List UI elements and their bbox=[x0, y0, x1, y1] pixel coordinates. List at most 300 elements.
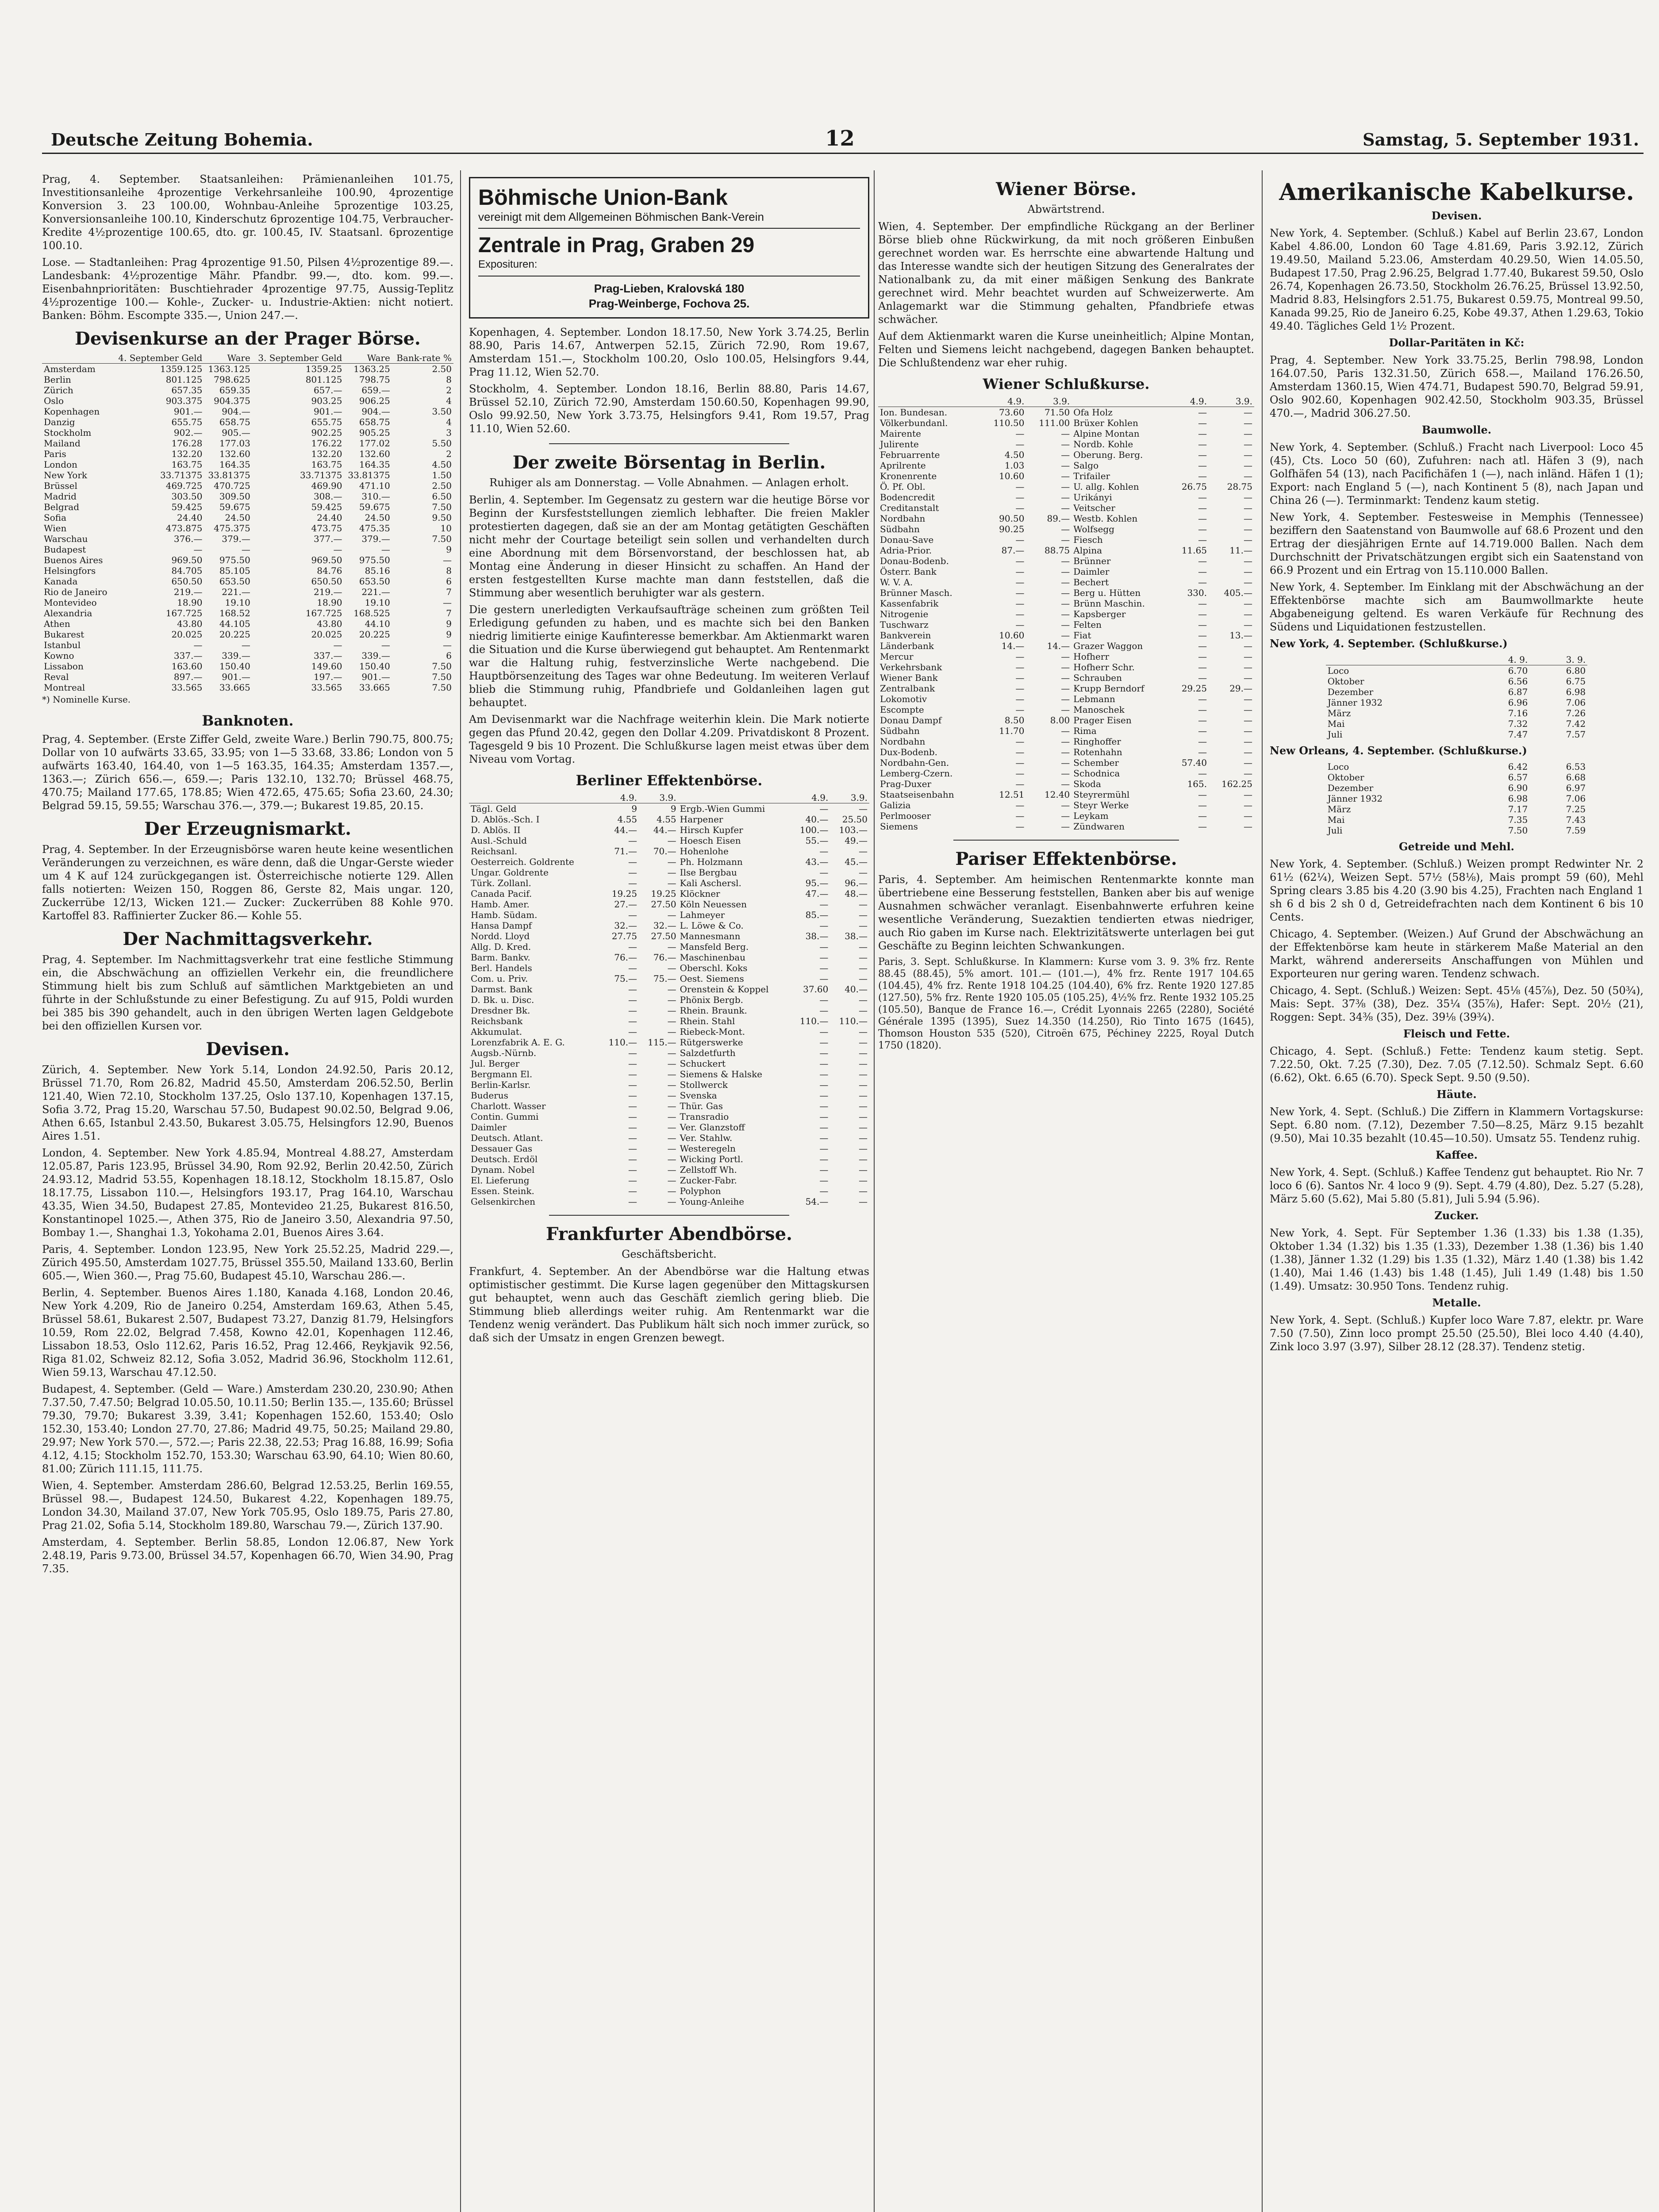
table-cell: 29.— bbox=[1229, 683, 1252, 694]
table-cell: 24.40 bbox=[177, 512, 203, 523]
table-cell: 11.— bbox=[1229, 545, 1252, 556]
table-cell: Brünner bbox=[1073, 556, 1111, 566]
table-cell: — bbox=[1061, 524, 1070, 534]
table-cell: 115.— bbox=[648, 1037, 676, 1048]
table-cell: — bbox=[819, 1090, 829, 1101]
table-cell: Prager Eisen bbox=[1073, 715, 1132, 726]
table-cell: — bbox=[667, 1048, 676, 1058]
table-row bbox=[1326, 804, 1588, 814]
table-cell: Manoschek bbox=[1073, 704, 1125, 715]
table-cell: — bbox=[1198, 726, 1207, 736]
table-cell: — bbox=[241, 544, 250, 555]
table-cell: Berl. Handels bbox=[471, 963, 532, 973]
table-cell: 6.98 bbox=[1508, 793, 1528, 804]
article-text: New York, 4. Sept. (Schluß.) Kaffee Tendenz gut behauptet. Rio Nr. 7 loco 6 (6). Santos Nr. 4 loco 9 (9). Sept. 4.79 (4.80), Dez. 5.27 (5.28), März 5.60 (5.62), Mai 5.80 (5.81), Juli 5.94 (5.96). bbox=[1270, 1166, 1644, 1205]
table-cell: Lokomotiv bbox=[880, 694, 927, 704]
table-cell: Köln Neuessen bbox=[680, 899, 747, 910]
ad-branch: Prag-Lieben, Kralovská 180 bbox=[594, 282, 745, 295]
table-cell: Staatseisenbahn bbox=[880, 789, 954, 800]
table-cell: 7 bbox=[446, 587, 452, 597]
table-cell: 219.— bbox=[313, 587, 342, 597]
article-text: New York, 4. Sept. (Schluß.) Die Ziffern in Klammern Vortagskurse: Sept. 6.80 nom. (7.12), Dezember 7.50—8.25, März 9.15 bezahlt (9.50), Mai 10.35 bezahlt (10.45—10.50). Umsatz 55. Tendenz ruhig. bbox=[1270, 1106, 1644, 1144]
table-cell: 6.96 bbox=[1508, 697, 1528, 708]
table-cell: Deutsch. Atlant. bbox=[471, 1133, 543, 1143]
table-cell: 110.50 bbox=[993, 418, 1025, 428]
section-title-devisenkurse: Devisenkurse an der Prager Börse. bbox=[75, 328, 421, 349]
table-cell: 330. bbox=[1187, 588, 1207, 598]
table-cell: 19.10 bbox=[225, 597, 250, 608]
table-row bbox=[469, 1154, 869, 1164]
table-cell: 653.50 bbox=[359, 576, 390, 587]
table-cell: — bbox=[1015, 609, 1025, 619]
table-cell: Berlin-Karlsr. bbox=[471, 1079, 531, 1090]
table-cell: — bbox=[667, 984, 676, 995]
table-cell: 975.50 bbox=[359, 555, 390, 565]
table-row bbox=[469, 1133, 869, 1143]
table-cell: 59.425 bbox=[311, 502, 342, 512]
table-cell: — bbox=[1061, 662, 1070, 672]
table-cell: 906.25 bbox=[359, 396, 390, 406]
table-cell: — bbox=[1244, 694, 1252, 704]
section-title-amerikanische-kabelkurse: Amerikanische Kabelkurse. bbox=[1279, 179, 1634, 206]
table-cell: — bbox=[667, 1005, 676, 1016]
article-text: Zürich, 4. September. New York 5.14, London 24.92.50, Paris 20.12, Brüssel 71.70, Rom 26.82, Madrid 45.50, Amsterdam 206.52.50, Berlin 121.40, Wien 72.10, Stockholm 137.25, Oslo 137.10, Kopenhagen 137.15, Sofia 3.72, Prag 15.20, Warschau 57.50, Budapest 90.02.50, Belgrad 9.06, Athen 6.65, Istanbul 2.43.50, Bukarest 3.05.75, Helsingfors 12.90, Buenos Aires 1.51. bbox=[42, 1064, 453, 1142]
table-cell: 14.— bbox=[1047, 641, 1070, 651]
table-row bbox=[469, 1186, 869, 1196]
table-cell: 48.— bbox=[845, 888, 868, 899]
table-cell: — bbox=[1015, 492, 1025, 503]
table-cell: — bbox=[1198, 566, 1207, 577]
table-cell: — bbox=[1198, 503, 1207, 513]
table-row bbox=[469, 1111, 869, 1122]
table-cell: Wicking Portl. bbox=[680, 1154, 744, 1164]
table-row bbox=[469, 1164, 869, 1175]
table-cell: 10 bbox=[440, 523, 452, 534]
table-cell: — bbox=[628, 963, 637, 973]
table-cell: — bbox=[1061, 428, 1070, 439]
table-cell: Hansa Dampf bbox=[471, 920, 532, 931]
table-row bbox=[42, 512, 453, 523]
table-cell: März bbox=[1327, 708, 1351, 718]
table-cell: — bbox=[1198, 630, 1207, 641]
table-row bbox=[42, 502, 453, 512]
table-cell: — bbox=[628, 1058, 637, 1069]
table-row bbox=[42, 682, 453, 693]
table-cell: — bbox=[443, 555, 452, 565]
table-cell: 33.565 bbox=[311, 682, 342, 693]
table-cell: 168.52 bbox=[219, 608, 250, 618]
table-cell: — bbox=[1244, 715, 1252, 726]
table-cell: — bbox=[667, 995, 676, 1005]
table-cell: Grazer Waggon bbox=[1073, 641, 1143, 651]
table-cell: — bbox=[628, 1111, 637, 1122]
article-text: Chicago, 4. Sept. (Schluß.) Fette: Tendenz kaum stetig. Sept. 7.22.50, Okt. 7.25 (7.30), Dez. 7.05 (7.12.50). Schmalz Sept. 6.60 (6.62), Okt. 6.65 (6.70). Speck Sept. 9.50 (9.50). bbox=[1270, 1045, 1644, 1084]
table-cell: Budapest bbox=[44, 544, 86, 555]
table-cell: 177.03 bbox=[219, 438, 250, 449]
table-cell: 14.— bbox=[1001, 641, 1025, 651]
table-cell: 20.025 bbox=[171, 629, 203, 640]
table-cell: Felten bbox=[1073, 619, 1102, 630]
table-cell: 7.16 bbox=[1508, 708, 1528, 718]
table-cell: Stockholm bbox=[44, 427, 92, 438]
table-cell: 6 bbox=[446, 576, 452, 587]
table-cell: Siemens & Halske bbox=[680, 1069, 763, 1079]
table-cell: Jänner 1932 bbox=[1327, 697, 1383, 708]
table-cell: 7.50 bbox=[432, 672, 452, 682]
table-cell: — bbox=[1015, 768, 1025, 779]
table-cell: — bbox=[859, 1069, 868, 1079]
table-cell: Oberschl. Koks bbox=[680, 963, 748, 973]
table-cell: — bbox=[667, 1164, 676, 1175]
table-cell: Salzdetfurth bbox=[680, 1048, 736, 1058]
table-cell: März bbox=[1327, 804, 1351, 814]
table-row bbox=[1326, 697, 1588, 708]
table-cell: D. Ablös. II bbox=[471, 825, 521, 835]
table-row bbox=[878, 736, 1254, 747]
table-cell: Kronenrente bbox=[880, 471, 937, 481]
table-cell: — bbox=[1244, 449, 1252, 460]
table-cell: — bbox=[1198, 534, 1207, 545]
section-subtitle: Getreide und Mehl. bbox=[1398, 840, 1515, 853]
table-cell: 379.— bbox=[361, 534, 390, 544]
table-cell: 9 bbox=[446, 629, 452, 640]
table-cell: — bbox=[628, 910, 637, 920]
table-cell: Nordbahn-Gen. bbox=[880, 757, 949, 768]
table-cell: — bbox=[1061, 534, 1070, 545]
table-row bbox=[42, 459, 453, 470]
table-row bbox=[42, 597, 453, 608]
table-cell: 32.— bbox=[614, 920, 637, 931]
article-text: Prag, 4. September. Im Nachmittagsverkehr trat eine festliche Stimmung ein, die Abschwächung an offiziellen Verkehr ein, die freundlichere Stimmung hielt bis zum Schluß auf sämtlichen Marktgebieten an und führte in der Schlußstunde zu einer Befestigung. Zu auf 915, Poldi wurden bei 385 bis 390 gehandelt, auch in den übrigen Werten lagen Geldgebote bei den offiziellen Kursen vor. bbox=[42, 953, 453, 1032]
table-cell: — bbox=[1061, 779, 1070, 789]
table-cell: — bbox=[1244, 407, 1252, 418]
table-cell: — bbox=[1015, 800, 1025, 810]
table-cell: 7.26 bbox=[1566, 708, 1586, 718]
table-row bbox=[42, 364, 453, 375]
table-cell: — bbox=[1061, 577, 1070, 588]
column-header bbox=[1071, 396, 1171, 407]
table-cell: Schember bbox=[1073, 757, 1119, 768]
table-cell: 4.50 bbox=[1004, 449, 1025, 460]
column-header: 3.9. bbox=[1209, 396, 1254, 407]
table-cell: Kopenhagen bbox=[44, 406, 100, 417]
table-cell: — bbox=[1244, 704, 1252, 715]
table-cell: Reichsanl. bbox=[471, 846, 518, 856]
table-cell: U. allg. Kohlen bbox=[1073, 481, 1139, 492]
table-cell: 4.55 bbox=[657, 814, 676, 825]
table-row bbox=[469, 920, 869, 931]
table-row bbox=[42, 534, 453, 544]
table-cell: — bbox=[1061, 609, 1070, 619]
table-cell: Com. u. Priv. bbox=[471, 973, 528, 984]
table-row bbox=[469, 814, 869, 825]
table-cell: Amsterdam bbox=[44, 364, 96, 374]
table-row bbox=[42, 608, 453, 618]
table-cell: 658.75 bbox=[359, 417, 390, 427]
table-cell: Berlin bbox=[44, 374, 71, 385]
table-cell: Helsingfors bbox=[44, 565, 96, 576]
table-row bbox=[42, 576, 453, 587]
table-cell: Hoesch Eisen bbox=[680, 835, 741, 846]
article-text: New York, 4. September. Festesweise in Memphis (Tennessee) beziffern den Saatenstand von Baumwolle auf 68.6 Prozent und den Ertrag der diesjährigen Ernte auf 14.719.000 Ballen. Nach dem Durchschnitt der Privatschätzungen ergibt sich ein Saatenstand von 66.9 Prozent und ein Ertrag von 15.110.000 Ballen. bbox=[1270, 511, 1644, 576]
table-cell: 798.625 bbox=[214, 374, 250, 385]
table-row bbox=[42, 587, 453, 597]
table-cell: — bbox=[1061, 651, 1070, 662]
table-cell: Oesterreich. Goldrente bbox=[471, 856, 574, 867]
section-subtitle: Dollar-Paritäten in Kč: bbox=[1389, 336, 1525, 349]
table-cell: — bbox=[819, 1186, 829, 1196]
table-row bbox=[469, 973, 869, 984]
table-cell: — bbox=[241, 640, 250, 650]
table-cell: 2.50 bbox=[432, 364, 452, 374]
article-text: Wien, 4. September. Der empfindliche Rückgang an der Berliner Börse blieb ohne Rückwirkung, da mit noch größeren Einbußen gerechnet worden war. Es herrschte eine abwartende Haltung und das Interesse wandte sich der heutigen Sitzung des Generalrates der Nationalbank zu, da mit einer mäßigen Senkung des Bankrate gerechnet wird. Mehr beachtet wurden auf Schweizerwerte. Am Anlagemarkt war die Stimmung gehalten, Pfandbriefe etwas schwächer. bbox=[878, 220, 1254, 326]
table-cell: 59.675 bbox=[359, 502, 390, 512]
table-cell: 975.50 bbox=[219, 555, 250, 565]
table-row bbox=[469, 846, 869, 856]
article-text: Lose. — Stadtanleihen: Prag 4prozentige 91.50, Pilsen 4½prozentige 89.—. Landesbank: 4½prozentige Mähr. Pfandbr. 99.—, dto. kom. 99.—. Eisenbahnprioritäten: Buschtiehrader 4prozentige 97.75, Aussig-Teplitz 4½prozentige 100.— Kohle-, Zucker- u. Industrie-Aktien: nicht notiert. Banken: Böhm. Escompte 335.—, Union 247.—. bbox=[42, 256, 453, 322]
table-row bbox=[878, 747, 1254, 757]
table-cell: Schrauben bbox=[1073, 672, 1122, 683]
table-cell: 9 bbox=[670, 803, 676, 814]
table-cell: — bbox=[1198, 428, 1207, 439]
table-row bbox=[469, 984, 869, 995]
column-header: 4.9. bbox=[1171, 396, 1209, 407]
table-row bbox=[469, 931, 869, 941]
table-cell: — bbox=[1244, 726, 1252, 736]
table-cell: 219.— bbox=[173, 587, 203, 597]
table-cell: 10.60 bbox=[999, 471, 1025, 481]
table-cell: Alexandria bbox=[44, 608, 92, 618]
article-text: Berlin, 4. September. Im Gegensatz zu gestern war die heutige Börse vor Beginn der Kursfeststellungen ziemlich lebhafter. Die freien Makler protestierten dagegen, daß sie an der am Montag getätigten Geschäften nicht mehr der Courtage beteiligt sein sollen und verhandelten durch eine Abordnung mit dem Börsenvorstand, der beschlossen hat, ab Montag eine Änderung in dieser Hinsicht zu schaffen. An Hand der ersten festgestellten Kurse machte man dann feststellen, daß die Stimmung aber wesentlich beruhigter war als gestern. bbox=[469, 494, 869, 599]
table-cell: — bbox=[1244, 503, 1252, 513]
table-cell: Augsb.-Nürnb. bbox=[471, 1048, 537, 1058]
table-cell: 221.— bbox=[361, 587, 390, 597]
table-cell: — bbox=[1015, 683, 1025, 694]
table-cell: 59.675 bbox=[219, 502, 250, 512]
table-row bbox=[1326, 825, 1588, 836]
table-cell: 27.— bbox=[614, 899, 637, 910]
table-row bbox=[469, 963, 869, 973]
table-cell: Südbahn bbox=[880, 726, 920, 736]
table-cell: Österr. Bank bbox=[880, 566, 937, 577]
table-cell: — bbox=[381, 544, 390, 555]
table-cell: 6.42 bbox=[1508, 761, 1528, 772]
table-cell: — bbox=[628, 1196, 637, 1207]
table-cell: Thür. Gas bbox=[680, 1101, 723, 1111]
table-cell: Kowno bbox=[44, 650, 74, 661]
table-cell: 76.— bbox=[653, 952, 676, 963]
table-cell: Oktober bbox=[1327, 772, 1364, 783]
table-cell: Länderbank bbox=[880, 641, 934, 651]
article-text: Paris, 4. September. London 123.95, New York 25.52.25, Madrid 229.—, Zürich 495.50, Amsterdam 1027.75, Brüssel 355.50, Mailand 133.60, Berlin 605.—, Wien 360.—, Prag 75.60, Budapest 45.10, Warschau 286.—. bbox=[42, 1243, 453, 1282]
table-cell: — bbox=[667, 941, 676, 952]
table-cell: — bbox=[859, 910, 868, 920]
table-cell: — bbox=[628, 1164, 637, 1175]
table-cell: — bbox=[1198, 609, 1207, 619]
table-cell: Mercur bbox=[880, 651, 914, 662]
table-cell: — bbox=[1015, 619, 1025, 630]
table-cell: — bbox=[667, 963, 676, 973]
table-cell: Reichsbank bbox=[471, 1016, 523, 1026]
table-cell: 6.70 bbox=[1508, 665, 1528, 676]
ad-headquarters: Zentrale in Prag, Graben 29 bbox=[478, 234, 755, 257]
table-cell: — bbox=[1061, 683, 1070, 694]
column-header bbox=[878, 396, 981, 407]
table-cell: 96.— bbox=[845, 878, 868, 888]
table-cell: — bbox=[859, 1090, 868, 1101]
table-cell: Lebmann bbox=[1073, 694, 1115, 704]
table-cell: — bbox=[1244, 577, 1252, 588]
table-cell: Dezember bbox=[1327, 783, 1374, 793]
table-cell: — bbox=[819, 1175, 829, 1186]
table-cell: Perlmooser bbox=[880, 810, 931, 821]
table-row bbox=[469, 878, 869, 888]
table-cell: Nordbahn bbox=[880, 736, 926, 747]
table-cell: Wolfsegg bbox=[1073, 524, 1115, 534]
table-cell: — bbox=[1015, 810, 1025, 821]
table-cell: — bbox=[819, 1143, 829, 1154]
table-cell: Bechert bbox=[1073, 577, 1109, 588]
table-cell: 6.80 bbox=[1566, 665, 1586, 676]
table-cell: — bbox=[1198, 471, 1207, 481]
table-cell: 167.725 bbox=[165, 608, 203, 618]
table-cell: Allg. D. Kred. bbox=[471, 941, 531, 952]
table-cell: Kassenfabrik bbox=[880, 598, 939, 609]
table-cell: — bbox=[1198, 747, 1207, 757]
table-cell: 163.60 bbox=[171, 661, 203, 672]
table-cell: 8.50 bbox=[1004, 715, 1025, 726]
table-cell: Maschinenbau bbox=[680, 952, 745, 963]
table-cell: — bbox=[1061, 481, 1070, 492]
table-cell: 40.— bbox=[845, 984, 868, 995]
article-text: Budapest, 4. September. (Geld — Ware.) Amsterdam 230.20, 230.90; Athen 7.37.50, 7.47.50; Belgrad 10.05.50, 10.11.50; Berlin 135.—, 135.60; Brüssel 79.30, 79.70; Bukarest 3.39, 3.41; Kopenhagen 152.60, 153.40; Oslo 152.30, 153.40; London 27.70, 27.86; Madrid 49.75, 50.25; Mailand 29.80, 29.97; New York 570.—, 572.—; Paris 22.38, 22.53; Prag 16.88, 16.99; Sofia 4.12, 4.15; Stockholm 152.70, 153.30; Warschau 63.90, 64.10; Wien 80.60, 81.00; Zürich 111.15, 111.75. bbox=[42, 1383, 453, 1475]
table-cell: — bbox=[819, 995, 829, 1005]
article-text: Wien, 4. September. Amsterdam 286.60, Belgrad 12.53.25, Berlin 169.55, Brüssel 98.—, Budapest 124.50, Bukarest 4.22, Kopenhagen 189.75, London 34.30, Mailand 37.07, New York 705.95, Oslo 189.75, Paris 27.80, Prag 21.02, Sofia 5.14, Stockholm 189.80, Warschau 79.—, Zürich 137.90. bbox=[42, 1479, 453, 1532]
table-cell: — bbox=[1198, 736, 1207, 747]
section-subtitle: Häute. bbox=[1436, 1088, 1477, 1101]
table-cell: Harpener bbox=[680, 814, 723, 825]
table-cell: 57.40 bbox=[1181, 757, 1207, 768]
table-cell: 6.57 bbox=[1508, 772, 1528, 783]
table-cell: Zellstoff Wh. bbox=[680, 1164, 737, 1175]
table-cell: — bbox=[1015, 757, 1025, 768]
table-cell: — bbox=[667, 1016, 676, 1026]
section-title-frankfurt: Frankfurter Abendbörse. bbox=[546, 1224, 792, 1244]
table-cell: Bergmann El. bbox=[471, 1069, 533, 1079]
table-row bbox=[878, 800, 1254, 810]
table-row bbox=[42, 523, 453, 534]
table-cell: 18.90 bbox=[177, 597, 203, 608]
table-cell: — bbox=[859, 1058, 868, 1069]
table-cell: 473.75 bbox=[311, 523, 342, 534]
table-cell: 132.20 bbox=[311, 449, 342, 459]
table-cell: — bbox=[819, 899, 829, 910]
table-cell: Akkumulat. bbox=[471, 1026, 522, 1037]
table-caption: New Orleans, 4. September. (Schlußkurse.) bbox=[1270, 744, 1527, 757]
column-header bbox=[1326, 654, 1472, 665]
table-cell: 801.125 bbox=[165, 374, 203, 385]
table-cell: 9.50 bbox=[432, 512, 452, 523]
table-cell: 379.— bbox=[222, 534, 250, 544]
table-cell: — bbox=[819, 1154, 829, 1164]
table-row bbox=[469, 1005, 869, 1016]
table-row bbox=[878, 524, 1254, 534]
table-cell: 24.40 bbox=[317, 512, 342, 523]
table-cell: — bbox=[1198, 492, 1207, 503]
table-row bbox=[42, 618, 453, 629]
table-cell: 163.75 bbox=[171, 459, 203, 470]
table-cell: 44.10 bbox=[365, 618, 390, 629]
table-cell: — bbox=[628, 941, 637, 952]
article-text: Berlin, 4. September. Buenos Aires 1.180, Kanada 4.168, London 20.46, New York 4.209, Rio de Janeiro 0.254, Amsterdam 169.63, Athen 5.45, Brüssel 58.61, Bukarest 2.507, Budapest 73.27, Danzig 81.79, Helsingfors 10.59, Rom 22.02, Belgrad 7.458, Kowno 42.01, Kopenhagen 112.46, Lissabon 18.53, Oslo 112.62, Paris 16.52, Prag 12.466, Reykjavik 92.56, Riga 81.02, Schweiz 82.12, Sofia 3.052, Madrid 36.96, Stockholm 112.61, Wien 59.13, Warschau 47.12.50. bbox=[42, 1286, 453, 1379]
table-cell: 659.35 bbox=[219, 385, 250, 396]
table-cell: — bbox=[667, 1122, 676, 1133]
table-cell: — bbox=[1244, 662, 1252, 672]
table-cell: — bbox=[1015, 534, 1025, 545]
table-cell: 38.— bbox=[805, 931, 829, 941]
table-row bbox=[42, 385, 453, 396]
table-cell: 110.— bbox=[839, 1016, 868, 1026]
table-cell: — bbox=[443, 640, 452, 650]
table-row bbox=[878, 588, 1254, 598]
table-cell: Urikányi bbox=[1073, 492, 1112, 503]
table-cell: 337.— bbox=[313, 650, 342, 661]
table-row bbox=[42, 565, 453, 576]
table-cell: 303.50 bbox=[171, 491, 203, 502]
table-cell: 85.16 bbox=[365, 565, 390, 576]
table-cell: Kanada bbox=[44, 576, 78, 587]
table-cell: — bbox=[1244, 428, 1252, 439]
table-cell: 44.105 bbox=[219, 618, 250, 629]
table-cell: — bbox=[1244, 556, 1252, 566]
table-cell: Lemberg-Czern. bbox=[880, 768, 953, 779]
table-cell: — bbox=[667, 1175, 676, 1186]
table-cell: — bbox=[1198, 598, 1207, 609]
table-cell: Belgrad bbox=[44, 502, 80, 512]
section-subtitle: Fleisch und Fette. bbox=[1403, 1027, 1510, 1040]
table-cell: El. Lieferung bbox=[471, 1175, 530, 1186]
table-cell: Völkerbundanl. bbox=[880, 418, 948, 428]
table-cell: 84.705 bbox=[171, 565, 203, 576]
table-cell: 19.25 bbox=[611, 888, 637, 899]
table-cell: 89.— bbox=[1047, 513, 1070, 524]
table-cell: — bbox=[1015, 439, 1025, 449]
table-row bbox=[878, 577, 1254, 588]
table-cell: Ofa Holz bbox=[1073, 407, 1113, 418]
table-cell: Donau-Save bbox=[880, 534, 934, 545]
table-row bbox=[878, 566, 1254, 577]
table-cell: 3 bbox=[446, 427, 452, 438]
section-subtitle: Metalle. bbox=[1432, 1296, 1481, 1309]
table-row bbox=[42, 438, 453, 449]
table-cell: Escompte bbox=[880, 704, 924, 715]
table-row bbox=[42, 480, 453, 491]
table-cell: — bbox=[628, 1005, 637, 1016]
table-cell: Warschau bbox=[44, 534, 88, 544]
table-row bbox=[878, 662, 1254, 672]
table-cell: 653.50 bbox=[219, 576, 250, 587]
table-cell: 471.10 bbox=[359, 480, 390, 491]
table-cell: 71.— bbox=[614, 846, 637, 856]
table-cell: Juli bbox=[1327, 729, 1343, 740]
table-cell: Mansfeld Berg. bbox=[680, 941, 749, 952]
table-cell: 650.50 bbox=[311, 576, 342, 587]
table-cell: D. Bk. u. Disc. bbox=[471, 995, 534, 1005]
table-cell: Zucker-Fabr. bbox=[680, 1175, 737, 1186]
table-cell: — bbox=[667, 878, 676, 888]
table-cell: — bbox=[667, 1154, 676, 1164]
table-cell: 969.50 bbox=[311, 555, 342, 565]
